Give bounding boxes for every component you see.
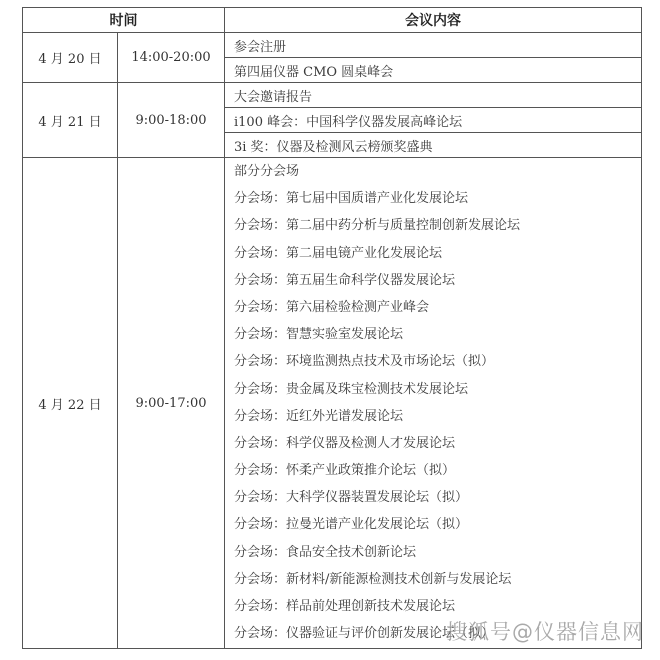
agenda-item: 分会场：拉曼光谱产业化发展论坛（拟） bbox=[234, 517, 469, 533]
time-cell: 9:00-18:00 bbox=[118, 83, 225, 158]
agenda-item: 3i 奖：仪器及检测风云榜颁奖盛典 bbox=[225, 133, 642, 158]
agenda-item: 分会场：智慧实验室发展论坛 bbox=[234, 327, 404, 343]
agenda-item: i100 峰会：中国科学仪器发展高峰论坛 bbox=[225, 108, 642, 133]
agenda-item: 分会场：第二届中药分析与质量控制创新发展论坛 bbox=[234, 218, 521, 234]
agenda-item: 分会场：怀柔产业政策推介论坛（拟） bbox=[234, 463, 456, 479]
header-time: 时间 bbox=[23, 8, 225, 33]
date-cell: 4 月 22 日 bbox=[23, 158, 118, 649]
time-cell: 9:00-17:00 bbox=[118, 158, 225, 649]
agenda-item: 分会场：仪器验证与评价创新发展论坛（拟） bbox=[234, 626, 495, 642]
agenda-item: 大会邀请报告 bbox=[225, 83, 642, 108]
agenda-item: 分会场：贵金属及珠宝检测技术发展论坛 bbox=[234, 381, 469, 397]
agenda-item: 分会场：样品前处理创新技术发展论坛 bbox=[234, 599, 456, 614]
header-content: 会议内容 bbox=[225, 8, 642, 33]
agenda-sublist bbox=[225, 158, 642, 649]
agenda-item: 分会场：近红外光谱发展论坛 bbox=[234, 408, 404, 424]
table-row bbox=[23, 158, 642, 649]
agenda-item: 分会场：科学仪器及检测人才发展论坛 bbox=[234, 435, 456, 451]
agenda-item: 分会场：新材料/新能源检测技术创新与发展论坛 bbox=[234, 571, 512, 587]
date-cell: 4 月 20 日 bbox=[23, 33, 118, 83]
agenda-item: 分会场：大科学仪器装置发展论坛（拟） bbox=[234, 490, 469, 506]
agenda-item: 分会场：食品安全技术创新论坛 bbox=[234, 544, 417, 560]
date-cell: 4 月 21 日 bbox=[23, 83, 118, 158]
table-row bbox=[23, 83, 642, 108]
time-cell: 14:00-20:00 bbox=[118, 33, 225, 83]
agenda-item: 分会场：第五届生命科学仪器发展论坛 bbox=[234, 272, 456, 288]
agenda-item: 部分分会场 bbox=[234, 164, 300, 179]
watermark: 搜狐号@仪器信息网 bbox=[446, 620, 644, 644]
agenda-item: 分会场：第二届电镜产业化发展论坛 bbox=[234, 245, 443, 261]
agenda-item: 分会场：第六届检验检测产业峰会 bbox=[234, 299, 430, 315]
agenda-item: 第四届仪器 CMO 圆桌峰会 bbox=[225, 58, 642, 83]
agenda-item: 分会场：环境监测热点技术及市场论坛（拟） bbox=[234, 354, 495, 370]
conference-schedule-table bbox=[22, 7, 642, 649]
table-row bbox=[23, 33, 642, 58]
agenda-item: 参会注册 bbox=[225, 33, 642, 58]
agenda-item: 分会场：第七届中国质谱产业化发展论坛 bbox=[234, 191, 469, 207]
header-row bbox=[23, 8, 642, 33]
